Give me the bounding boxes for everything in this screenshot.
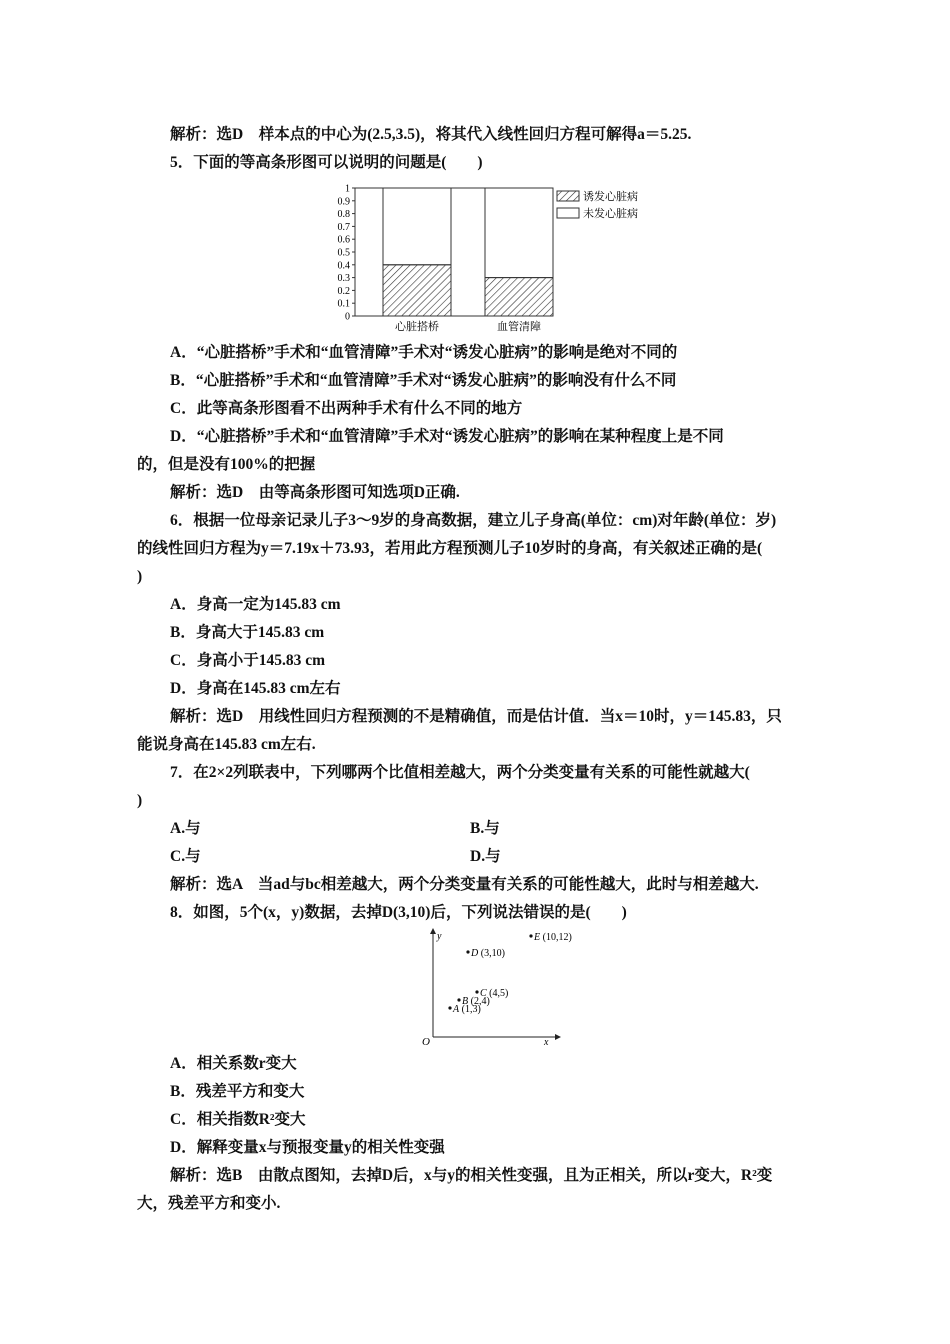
x-axis-label: x	[544, 1037, 549, 1048]
y-tick-label: 0.9	[337, 196, 350, 208]
q5-option-d-cont: 的，但是没有100%的把握	[137, 456, 316, 473]
question-6-cont: 的线性回归方程为y＝7.19x＋73.93，若用此方程预测儿子10岁时的身高，有关叙述正确的是(	[137, 540, 763, 557]
bar-segment-disease	[485, 278, 553, 316]
y-tick-label: 0.7	[337, 221, 350, 233]
bar-segment-no-disease	[383, 188, 451, 265]
q8-option-b: B．残差平方和变大	[170, 1083, 305, 1100]
scatter-point	[529, 934, 532, 937]
q6-answer-cont: 能说身高在145.83 cm左右.	[137, 736, 316, 753]
q6-option-a: A．身高一定为145.83 cm	[170, 596, 341, 613]
y-tick-label: 0.6	[337, 234, 350, 246]
question-5: 5．下面的等高条形图可以说明的问题是( )	[170, 154, 483, 171]
category-label: 心脏搭桥	[395, 321, 439, 333]
category-label: 血管清障	[497, 321, 541, 333]
origin-label: O	[422, 1036, 430, 1048]
q6-option-c: C．身高小于145.83 cm	[170, 652, 325, 669]
y-tick-label: 1	[345, 183, 350, 195]
scatter-point	[448, 1006, 451, 1009]
question-7: 7．在2×2列联表中，下列哪两个比值相差越大，两个分类变量有关系的可能性就越大(	[170, 764, 750, 781]
scatter-point-label: B (2,4)	[462, 996, 490, 1007]
scatter-plot	[415, 925, 572, 1048]
q8-option-a: A．相关系数r变大	[170, 1055, 297, 1072]
q5-answer: 解析：选D 由等高条形图可知选项D正确.	[170, 484, 460, 501]
scatter-point	[475, 990, 478, 993]
scatter-svg	[415, 925, 572, 1048]
q7-option-b: B.与	[470, 820, 500, 837]
y-tick-label: 0.1	[337, 298, 350, 310]
scatter-point-label: C (4,5)	[480, 988, 509, 999]
bar-segment-disease	[383, 265, 451, 316]
q8-answer: 解析：选B 由散点图知，去掉D后，x与y的相关性变强，且为正相关，所以r变大，R²变	[170, 1167, 773, 1184]
q5-option-d: D．“心脏搭桥”手术和“血管清障”手术对“诱发心脏病”的影响在某种程度上是不同	[170, 428, 724, 445]
q7-option-d: D.与	[470, 848, 501, 865]
y-tick-label: 0.2	[337, 285, 350, 297]
y-tick-label: 0	[345, 311, 350, 323]
q7-option-a: A.与	[170, 820, 201, 837]
q8-option-d: D．解释变量x与预报变量y的相关性变强	[170, 1139, 445, 1156]
scatter-point-label: E (10,12)	[534, 932, 572, 943]
y-axis-arrow-icon	[430, 928, 436, 934]
legend-label-1: 诱发心脏病	[583, 191, 638, 203]
y-tick-label: 0.5	[337, 247, 350, 259]
q8-answer-cont: 大，残差平方和变小.	[137, 1195, 281, 1212]
scatter-point-label: A (1,3)	[453, 1004, 481, 1015]
q7-answer: 解析：选A 当ad与bc相差越大，两个分类变量有关系的可能性越大，此时与相差越大.	[170, 876, 759, 893]
x-axis-arrow-icon	[555, 1034, 561, 1040]
q7-option-c: C.与	[170, 848, 201, 865]
legend-label-2: 未发心脏病	[583, 208, 638, 220]
q5-option-a: A．“心脏搭桥”手术和“血管清障”手术对“诱发心脏病”的影响是绝对不同的	[170, 344, 678, 361]
y-tick-label: 0.8	[337, 209, 350, 221]
scatter-point	[466, 950, 469, 953]
prev-answer: 解析：选D 样本点的中心为(2.5,3.5)，将其代入线性回归方程可解得a＝5.25.	[170, 126, 692, 143]
y-axis-label: y	[437, 931, 442, 942]
question-7-paren: )	[137, 792, 143, 809]
legend-swatch-hatched	[557, 191, 579, 201]
q5-option-c: C．此等高条形图看不出两种手术有什么不同的地方	[170, 400, 523, 417]
scatter-point	[457, 998, 460, 1001]
bar-chart-svg	[325, 180, 665, 340]
q6-option-b: B．身高大于145.83 cm	[170, 624, 325, 641]
q6-option-d: D．身高在145.83 cm左右	[170, 680, 341, 697]
question-6-paren: )	[137, 568, 143, 585]
question-8: 8．如图，5个(x，y)数据，去掉D(3,10)后，下列说法错误的是( )	[170, 904, 627, 921]
bar-segment-no-disease	[485, 188, 553, 278]
stacked-bar-chart	[325, 180, 665, 340]
legend-swatch-empty	[557, 208, 579, 218]
y-tick-label: 0.3	[337, 273, 350, 285]
scatter-point-label: D (3,10)	[471, 948, 505, 959]
q8-option-c: C．相关指数R²变大	[170, 1111, 306, 1128]
y-tick-label: 0.4	[337, 260, 350, 272]
question-6: 6．根据一位母亲记录儿子3～9岁的身高数据，建立儿子身高(单位：cm)对年龄(单位：岁)	[170, 512, 777, 529]
q6-answer: 解析：选D 用线性回归方程预测的不是精确值，而是估计值．当x＝10时，y＝145.83，只	[170, 708, 782, 725]
q5-option-b: B．“心脏搭桥”手术和“血管清障”手术对“诱发心脏病”的影响没有什么不同	[170, 372, 677, 389]
